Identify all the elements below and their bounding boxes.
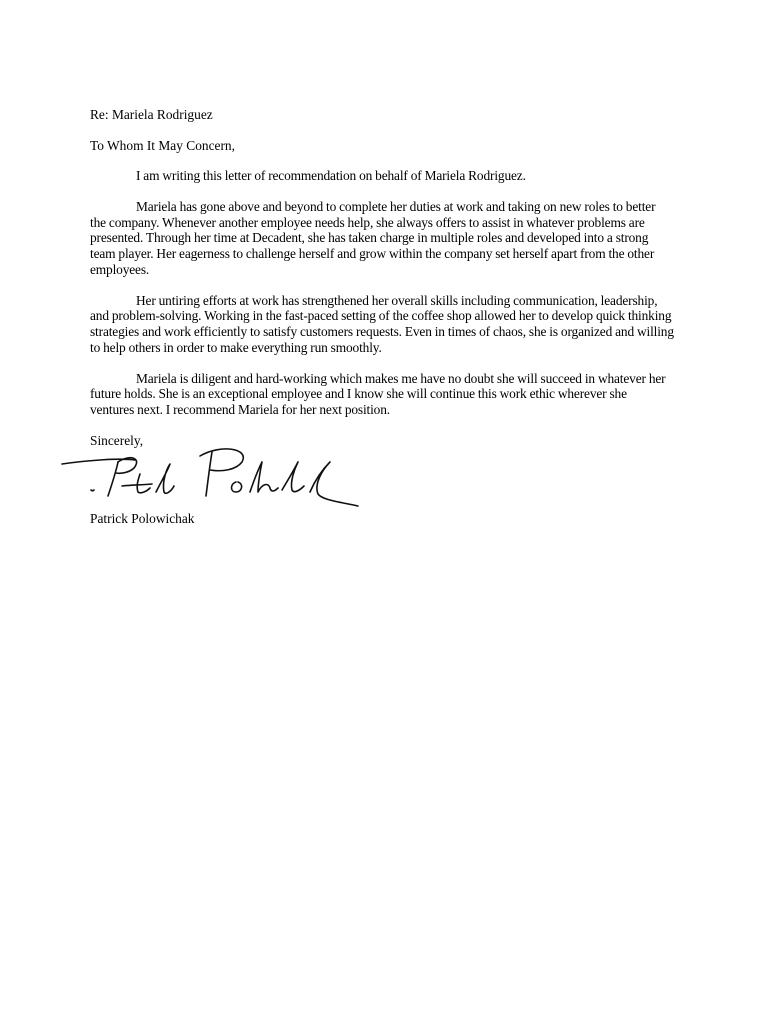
paragraph-conclusion: Mariela is diligent and hard-working which makes me have no doubt she will succeed in whatever her future holds. She is an exceptional employee and I know she will continue this work ethic wherever she ventures next. I recommend Mariela for her next position. <box>90 370 666 417</box>
salutation: To Whom It May Concern, <box>90 137 235 153</box>
letter-body <box>90 107 674 449</box>
paragraph-skills: Her untiring efforts at work has strengthened her overall skills including communication, leadership, and problem-solving. Working in the fast-paced setting of the coffee shop allowed her to develop quick thinking strategies and work efficiently to satisfy customers requests. Even in times of chaos, she is organized and willing to help others in order to make everything run smoothly. <box>90 292 674 355</box>
closing: Sincerely, <box>90 432 144 448</box>
paragraph-duties: Mariela has gone above and beyond to complete her duties at work and taking on new roles to better the company. Whenever another employee needs help, she always offers to assist in whatever problems are presented. Through her time at Decadent, she has taken charge in multiple roles and developed into a strong team player. Her eagerness to challenge herself and grow within the company set herself apart from the other employees. <box>90 199 656 277</box>
re-line: Re: Mariela Rodriguez <box>90 107 213 122</box>
signer-name: Patrick Polowichak <box>90 511 195 526</box>
handwritten-signature <box>60 440 360 510</box>
paragraph-intro: I am writing this letter of recommendation on behalf of Mariela Rodriguez. <box>136 168 526 184</box>
